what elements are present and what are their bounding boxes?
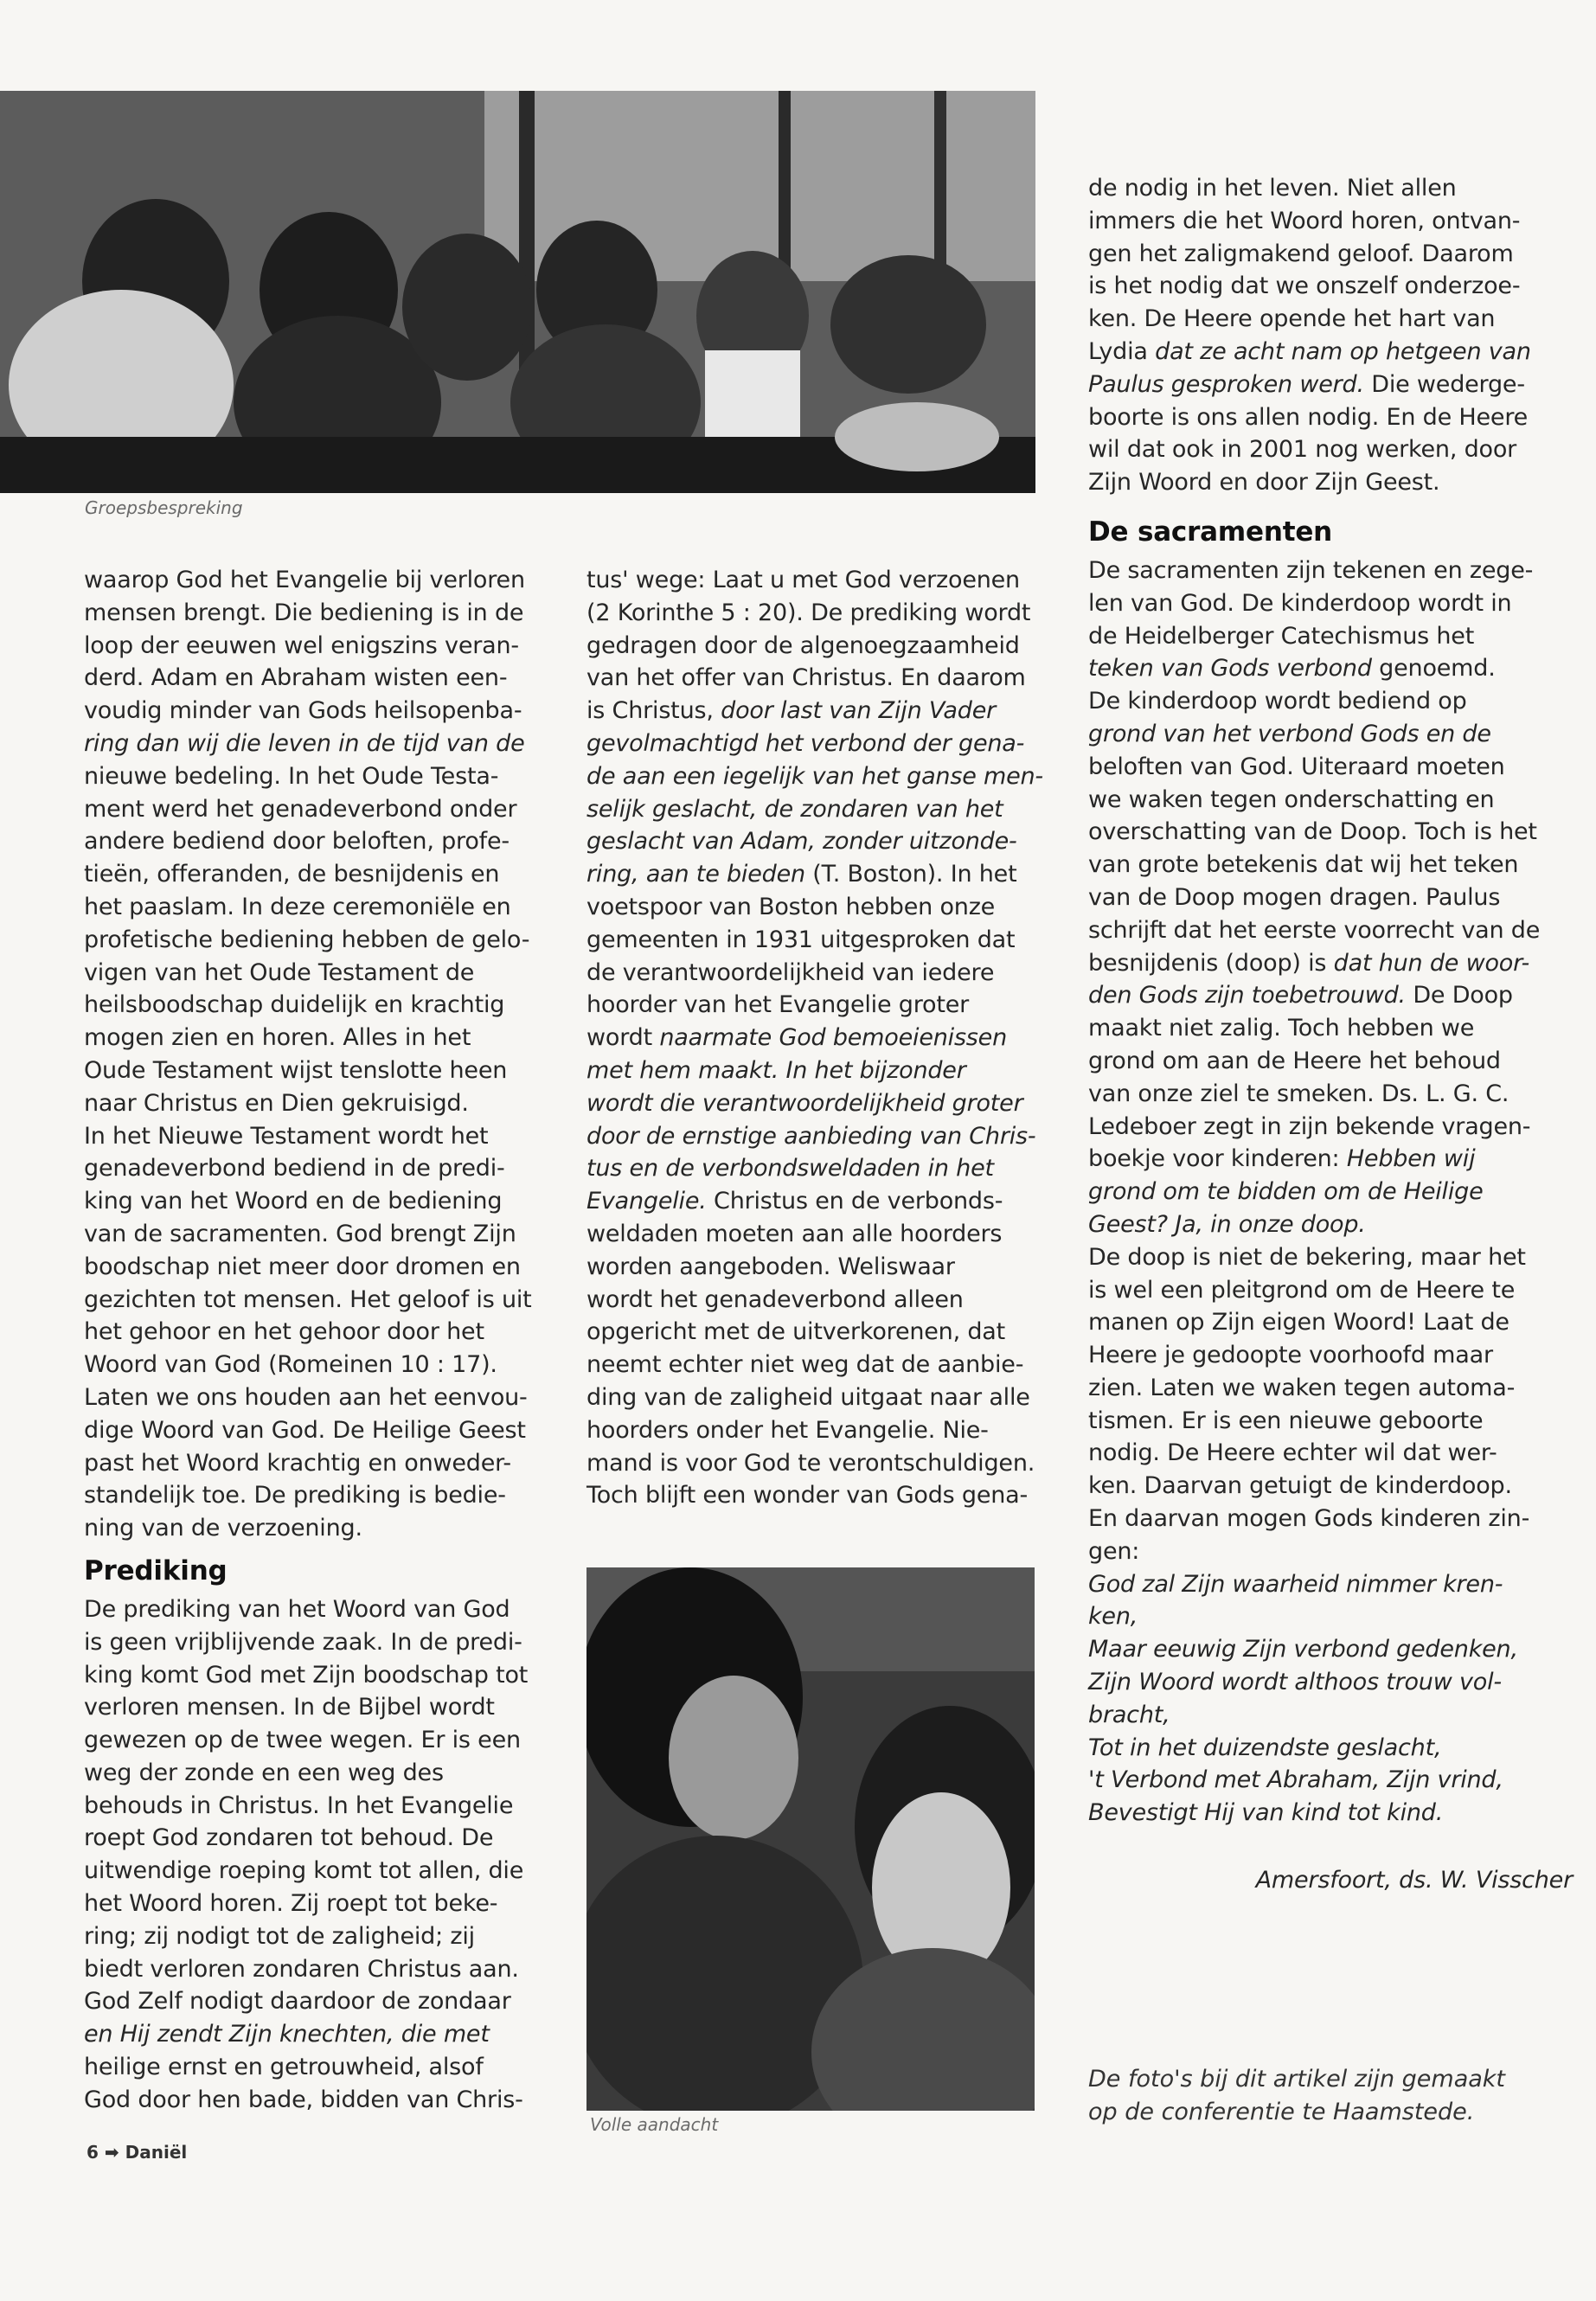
text-line: genadeverbond bediend in de predi-: [84, 1155, 505, 1183]
text-line: voudig minder van Gods heilsopenba-: [84, 697, 522, 725]
text-line: het paaslam. In deze ceremoniële en: [84, 893, 511, 920]
text-line: mogen zien en horen. Alles in het: [84, 1024, 471, 1052]
text-line: van de Doop mogen dragen. Paulus: [1088, 883, 1501, 911]
section-heading-prediking: Prediking: [84, 1554, 228, 1586]
text-line: mensen brengt. Die bediening is in de: [84, 599, 524, 626]
text-line: gevolmachtigd het verbond der gena-: [586, 729, 1025, 757]
text-line: tieën, offeranden, de besnijdenis en: [84, 861, 500, 888]
text-line: gezichten tot mensen. Het geloof is uit: [84, 1285, 532, 1313]
text-line: ring; zij nodigt tot de zaligheid; zij: [84, 1922, 475, 1950]
text-line: Oude Testament wijst tenslotte heen: [84, 1056, 508, 1084]
text-line: ning van de verzoening.: [84, 1515, 362, 1542]
text-line: het Woord horen. Zij roept tot beke-: [84, 1890, 498, 1918]
text-line: En daarvan mogen Gods kinderen zin-: [1088, 1505, 1530, 1533]
text-line: van onze ziel te smeken. Ds. L. G. C.: [1088, 1080, 1509, 1107]
text-line: van grote betekenis dat wij het teken: [1088, 851, 1519, 879]
text-line: standelijk toe. De prediking is bedie-: [84, 1482, 506, 1509]
text-line: loop der eeuwen wel enigszins veran-: [84, 631, 519, 659]
text-line: is wel een pleitgrond om de Heere te: [1088, 1276, 1516, 1304]
poem-line: God zal Zijn waarheid nimmer kren-: [1088, 1570, 1503, 1598]
text-line: king komt God met Zijn boodschap tot: [84, 1661, 529, 1689]
text-line: ring dan wij die leven in de tijd van de: [84, 729, 525, 757]
text-line: Zijn Woord en door Zijn Geest.: [1088, 469, 1440, 497]
text-line: wordt het genadeverbond alleen: [586, 1285, 964, 1313]
bottom-photo-caption: Volle aandacht: [590, 2114, 719, 2135]
top-photo-caption: Groepsbespreking: [85, 497, 243, 518]
text-line: overschatting van de Doop. Toch is het: [1088, 818, 1537, 846]
text-line: tismen. Er is een nieuwe geboorte: [1088, 1407, 1484, 1434]
text-line: Evangelie. Christus en de verbonds-: [586, 1188, 1003, 1215]
poem-line: Maar eeuwig Zijn verbond gedenken,: [1088, 1636, 1518, 1663]
text-line: grond om aan de Heere het behoud: [1088, 1047, 1501, 1074]
poem-line: Bevestigt Hij van kind tot kind.: [1088, 1799, 1444, 1827]
text-line: is geen vrijblijvende zaak. In de predi-: [84, 1628, 522, 1656]
text-line: ken. Daarvan getuigt de kinderdoop.: [1088, 1472, 1512, 1500]
text-line: len van God. De kinderdoop wordt in: [1088, 589, 1512, 617]
poem-line: 't Verbond met Abraham, Zijn vrind,: [1088, 1766, 1503, 1794]
text-line: en Hij zendt Zijn knechten, die met: [84, 2021, 490, 2048]
text-line: gewezen op de twee wegen. Er is een: [84, 1727, 521, 1754]
text-line: De kinderdoop wordt bediend op: [1088, 688, 1467, 715]
text-line: Woord van God (Romeinen 10 : 17).: [84, 1351, 497, 1379]
text-line: ment werd het genadeverbond onder: [84, 795, 517, 823]
text-line: mand is voor God te verontschuldigen.: [586, 1449, 1035, 1477]
text-line: het gehoor en het gehoor door het: [84, 1318, 484, 1346]
text-line: heilige ernst en getrouwheid, alsof: [84, 2054, 484, 2081]
text-line: behouds in Christus. In het Evangelie: [84, 1791, 514, 1819]
text-line: roept God zondaren tot behoud. De: [84, 1824, 494, 1852]
text-line: boekje voor kinderen: Hebben wij: [1088, 1145, 1476, 1173]
text-line: immers die het Woord horen, ontvan-: [1088, 207, 1521, 234]
text-line: vigen van het Oude Testament de: [84, 958, 475, 986]
text-line: de nodig in het leven. Niet allen: [1088, 175, 1457, 202]
text-line: boodschap niet meer door dromen en: [84, 1253, 521, 1280]
poem-line: Zijn Woord wordt althoos trouw vol-: [1088, 1669, 1502, 1696]
poem-line: Tot in het duizendste geslacht,: [1088, 1734, 1442, 1761]
text-line: waarop God het Evangelie bij verloren: [84, 567, 525, 593]
text-line: king van het Woord en de bediening: [84, 1188, 503, 1215]
text-line: opgericht met de uitverkorenen, dat: [586, 1318, 1006, 1346]
note-line: op de conferentie te Haamstede.: [1088, 2099, 1475, 2125]
text-line: beloften van God. Uiteraard moeten: [1088, 753, 1505, 780]
text-line: gen:: [1088, 1537, 1140, 1565]
text-line: Paulus gesproken werd. Die wederge-: [1088, 370, 1525, 398]
text-line: gemeenten in 1931 uitgesproken dat: [586, 926, 1016, 953]
text-line: worden aangeboden. Weliswaar: [586, 1253, 955, 1280]
section-heading-sacramenten: De sacramenten: [1088, 516, 1333, 548]
text-line: met hem maakt. In het bijzonder: [586, 1056, 966, 1084]
page-footer: [87, 2142, 187, 2163]
column-3: [1088, 172, 1573, 1897]
text-line: weg der zonde en een weg des: [84, 1759, 444, 1786]
text-line: verloren mensen. In de Bijbel wordt: [84, 1694, 495, 1721]
photo-credit-note: [1088, 2063, 1573, 2129]
text-line: naar Christus en Dien gekruisigd.: [84, 1089, 469, 1117]
text-line: zien. Laten we waken tegen automa-: [1088, 1374, 1516, 1401]
text-line: (2 Korinthe 5 : 20). De prediking wordt: [586, 599, 1031, 626]
column-2: [586, 564, 1054, 1512]
text-line: past het Woord krachtig en onweder-: [84, 1449, 511, 1477]
text-line: neemt echter niet weg dat de aanbie-: [586, 1351, 1024, 1379]
column-1: [84, 564, 551, 2117]
text-line: geslacht van Adam, zonder uitzonde-: [586, 828, 1017, 856]
text-line: grond om te bidden om de Heilige: [1088, 1178, 1484, 1206]
text-line: tus en de verbondsweldaden in het: [586, 1155, 994, 1183]
text-line: De sacramenten zijn tekenen en zege-: [1088, 556, 1534, 584]
arrow-icon: ➡: [104, 2142, 119, 2163]
text-line: Toch blijft een wonder van Gods gena-: [586, 1482, 1029, 1509]
text-line: tus' wege: Laat u met God verzoenen: [586, 567, 1020, 593]
text-line: biedt verloren zondaren Christus aan.: [84, 1955, 519, 1983]
text-line: boorte is ons allen nodig. En de Heere: [1088, 403, 1529, 431]
text-line: nieuwe bedeling. In het Oude Testa-: [84, 762, 499, 790]
text-line: God door hen bade, bidden van Chris-: [84, 2086, 523, 2113]
text-line: Lydia dat ze acht nam op hetgeen van: [1088, 337, 1531, 365]
text-line: is Christus, door last van Zijn Vader: [586, 697, 997, 725]
text-line: uitwendige roeping komt tot allen, die: [84, 1857, 524, 1885]
text-line: De prediking van het Woord van God: [84, 1595, 510, 1623]
text-line: heilsboodschap duidelijk en krachtig: [84, 991, 505, 1019]
text-line: we waken tegen onderschatting en: [1088, 785, 1495, 813]
text-line: de aan een iegelijk van het ganse men-: [586, 762, 1043, 790]
text-line: God Zelf nodigt daardoor de zondaar: [84, 1988, 511, 2016]
bottom-photo: [586, 1567, 1035, 2111]
text-line: maakt niet zalig. Toch hebben we: [1088, 1015, 1475, 1042]
magazine-name: Daniël: [125, 2142, 188, 2163]
text-line: Geest? Ja, in onze doop.: [1088, 1210, 1366, 1238]
text-line: ring, aan te bieden (T. Boston). In het: [586, 861, 1017, 888]
text-line: weldaden moeten aan alle hoorders: [586, 1220, 1003, 1247]
text-line: besnijdenis (doop) is dat hun de woor-: [1088, 949, 1530, 977]
text-line: andere bediend door beloften, profe-: [84, 828, 510, 856]
text-line: manen op Zijn eigen Woord! Laat de: [1088, 1309, 1509, 1336]
text-line: selijk geslacht, de zondaren van het: [586, 795, 1003, 823]
text-line: wordt die verantwoordelijkheid groter: [586, 1089, 1023, 1117]
text-line: den Gods zijn toebetrouwd. De Doop: [1088, 982, 1513, 1009]
text-line: Ledeboer zegt in zijn bekende vragen-: [1088, 1112, 1531, 1140]
text-line: schrijft dat het eerste voorrecht van de: [1088, 916, 1541, 944]
text-line: Laten we ons houden aan het eenvou-: [84, 1383, 528, 1411]
text-line: is het nodig dat we onszelf onderzoe-: [1088, 272, 1521, 300]
text-line: dige Woord van God. De Heilige Geest: [84, 1416, 526, 1444]
page-number: 6: [87, 2142, 99, 2163]
text-line: ding van de zaligheid uitgaat naar alle: [586, 1383, 1030, 1411]
text-line: derd. Adam en Abraham wisten een-: [84, 664, 508, 692]
text-line: hoorder van het Evangelie groter: [586, 991, 970, 1019]
text-line: wil dat ook in 2001 nog werken, door: [1088, 436, 1517, 464]
text-line: van de sacramenten. God brengt Zijn: [84, 1220, 516, 1247]
text-line: van het offer van Christus. En daarom: [586, 664, 1026, 692]
text-line: hoorders onder het Evangelie. Nie-: [586, 1416, 989, 1444]
text-line: voetspoor van Boston hebben onze: [586, 893, 996, 920]
text-line: door de ernstige aanbieding van Chris-: [586, 1122, 1036, 1150]
poem-line: bracht,: [1088, 1701, 1170, 1728]
note-line: De foto's bij dit artikel zijn gemaakt: [1088, 2066, 1506, 2093]
text-line: ken. De Heere opende het hart van: [1088, 305, 1496, 333]
poem-line: ken,: [1088, 1603, 1138, 1631]
top-photo: [0, 91, 1035, 493]
text-line: wordt naarmate God bemoeienissen: [586, 1024, 1008, 1052]
text-line: De doop is niet de bekering, maar het: [1088, 1243, 1526, 1271]
text-line: de Heidelberger Catechismus het: [1088, 622, 1475, 650]
text-line: teken van Gods verbond genoemd.: [1088, 655, 1496, 683]
text-line: de verantwoordelijkheid van iedere: [586, 958, 995, 986]
text-line: In het Nieuwe Testament wordt het: [84, 1122, 489, 1150]
text-line: Heere je gedoopte voorhoofd maar: [1088, 1342, 1493, 1369]
text-line: gedragen door de algenoegzaamheid: [586, 631, 1020, 659]
text-line: gen het zaligmakend geloof. Daarom: [1088, 240, 1514, 267]
text-line: nodig. De Heere echter wil dat wer-: [1088, 1439, 1497, 1467]
text-line: grond van het verbond Gods en de: [1088, 720, 1491, 747]
author-signature: Amersfoort, ds. W. Visscher: [1255, 1867, 1573, 1894]
text-line: profetische bediening hebben de gelo-: [84, 926, 530, 953]
